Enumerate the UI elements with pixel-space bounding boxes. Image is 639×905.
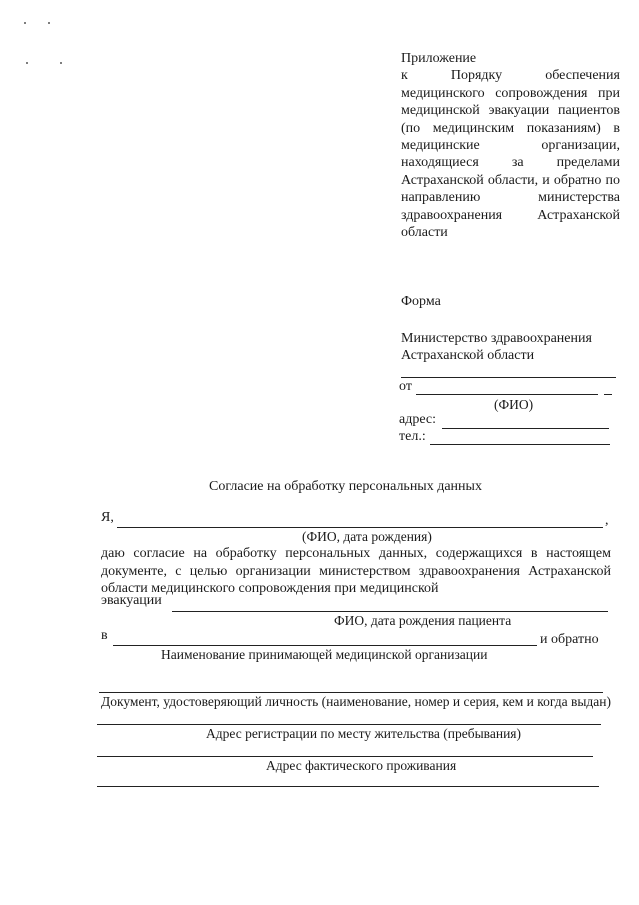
appendix-block xyxy=(401,50,620,241)
patient-caption: ФИО, дата рождения пациента xyxy=(334,613,512,628)
registration-address-caption: Адрес регистрации по месту жительства (пребывания) xyxy=(206,726,522,741)
appendix-heading: Приложение xyxy=(401,51,477,66)
form-label: Форма xyxy=(401,294,441,309)
from-fio-line[interactable] xyxy=(416,394,598,395)
address-line[interactable] xyxy=(442,428,609,429)
actual-address-line[interactable] xyxy=(97,786,599,787)
to-label: в xyxy=(101,628,108,643)
from-fio-line-tail xyxy=(604,394,612,395)
scan-speck xyxy=(60,62,62,64)
scan-speck xyxy=(24,22,26,24)
phone-line[interactable] xyxy=(430,444,610,445)
i-label: Я, xyxy=(101,510,114,525)
fio-dob-caption: (ФИО, дата рождения) xyxy=(302,529,432,544)
addressee-blank-line[interactable] xyxy=(401,377,616,378)
organization-caption: Наименование принимающей медицинской организации xyxy=(161,647,488,662)
fio-caption: (ФИО) xyxy=(494,397,534,412)
id-document-caption: Документ, удостоверяющий личность (наименование, номер и серия, кем и когда выдан) xyxy=(101,694,612,709)
scan-speck xyxy=(48,22,50,24)
document-title: Согласие на обработку персональных данных xyxy=(209,479,482,494)
addressee-line-1: Министерство здравоохранения xyxy=(401,331,592,346)
from-label: от xyxy=(399,379,412,394)
actual-address-caption: Адрес фактического проживания xyxy=(266,758,457,773)
addressee-line-2: Астраханской области xyxy=(401,348,535,363)
appendix-text: к Порядку обеспечения медицинского сопровождения при медицинской эвакуации пациентов (по медицинским показаниям) в медицинские организации, находящиеся за пределами Астраханской области, и обратно по направлению министерства здравоохранения Астраханской области xyxy=(401,68,620,241)
phone-label: тел.: xyxy=(399,429,426,444)
consent-paragraph: даю согласие на обработку персональных данных, содержащихся в настоящем документе, с целью организации министерством здравоохранения Астраханской области медицинского сопровождения при медицинской xyxy=(101,546,611,596)
and-back-label: и обратно xyxy=(540,632,599,647)
evacuation-label: эвакуации xyxy=(101,593,162,608)
address-label: адрес: xyxy=(399,412,437,427)
comma: , xyxy=(605,513,609,528)
scan-speck xyxy=(26,62,28,64)
